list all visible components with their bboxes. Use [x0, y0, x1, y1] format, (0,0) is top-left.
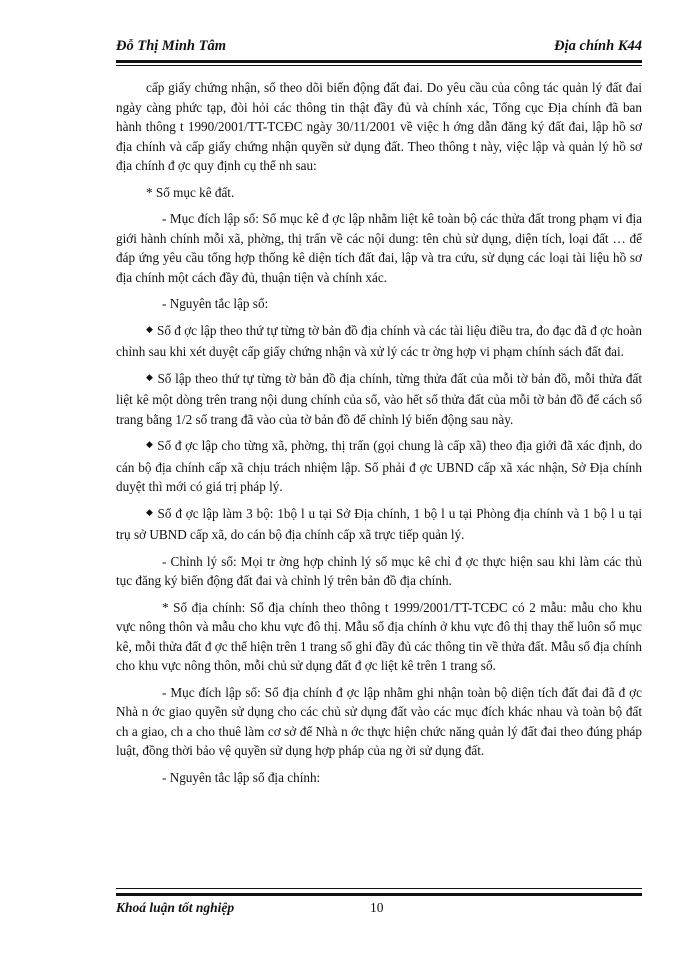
diamond-bullet-icon: ◆ — [146, 506, 154, 517]
diamond-bullet-icon: ◆ — [146, 323, 153, 334]
header-rule-thin — [116, 65, 642, 66]
diamond-bullet-icon: ◆ — [146, 371, 154, 382]
subheading: - Nguyên tắc lập sổ: — [162, 296, 269, 311]
header-rule-thick — [116, 60, 642, 63]
header-class: Địa chính K44 — [554, 38, 642, 54]
diamond-bullet-icon: ◆ — [146, 439, 154, 449]
header-author: Đỗ Thị Minh Tâm — [116, 38, 226, 54]
paragraph: - Chỉnh lý sổ: Mọi tr ờng hợp chỉnh lý sổ mục kê chỉ đ ợc thực hiện sau khi làm các thủ tục đăng ký biến động đất đai và chỉnh lý trên bản đồ địa chính. — [116, 553, 642, 588]
bullet-paragraph: ◆ Sổ lập theo thứ tự từng tờ bản đồ địa chính, từng thửa đất của mỗi tờ bản đồ, mỗi thửa đất liệt kê một dòng trên trang nội dung chính của sổ, vào hết số thửa đất của mỗi tờ bản đồ để cách số trang bằng 1/2 số trang đã vào của tờ bản đồ để chỉnh lý biến động sau này. — [116, 370, 643, 427]
footer-label: Khoá luận tốt nghiệp — [116, 900, 235, 915]
document-body — [116, 78, 642, 794]
footer-rule-thick — [116, 893, 642, 896]
paragraph: cấp giấy chứng nhận, sổ theo dõi biến động đất đai. Do yêu cầu của công tác quản lý đất đai ngày càng phức tạp, đòi hỏi các thông tin thật đầy đủ và chính xác, Tổng cục Địa chính đã ban hành thông t 1990/2001/TT-TCĐC ngày 30/11/2001 về việc h ớng dẫn đăng ký đất đai, lập hồ sơ địa chính và cấp giấy chứng nhận quyền sử dụng đất. Theo thông t này, việc lập và quản lý hồ sơ địa chính đ ợc quy định cụ thể nh sau: — [116, 80, 642, 173]
subheading: - Nguyên tắc lập sổ địa chính: — [162, 769, 321, 785]
footer-rule-thin — [116, 888, 642, 889]
bullet-paragraph: ◆ Sổ đ ợc lập cho từng xã, phờng, thị trấn (gọi chung là cấp xã) theo địa giới đã xác định, do cán bộ địa chính cấp xã chịu trách nhiệm lập. Sổ phải đ ợc UBND cấp xã xác nhận, Sở Địa chính duyệt thì mới có giá trị pháp lý. — [116, 438, 643, 494]
page-footer — [116, 900, 642, 924]
section-heading-so-dia-chinh: * Sổ địa chính: Sổ địa chính theo thông t 1999/2001/TT-TCĐC có 2 mẫu: mẫu cho khu vực nông thôn và mẫu cho khu vực đô thị. Mẫu sổ địa chính ở khu vực đô thị thay thế luôn sổ mục kê, mỗi thửa đất đ ợc thể hiện trên 1 trang sổ ghi đầy đủ các thông tin về thửa đất. Mẫu sổ địa chính cho khu vực nông thôn, mỗi chủ sử dụng đất đ ợc liệt kê trên 1 trang sổ. — [116, 599, 642, 673]
page-number: 10 — [370, 900, 384, 915]
bullet-paragraph: ◆ Sổ đ ợc lập theo thứ tự từng tờ bản đồ địa chính và các tài liệu điều tra, đo đạc đã đ ợc hoàn chỉnh sau khi xét duyệt cấp giấy chứng nhận và xử lý các tr ờng hợp vi phạm chính sách đất đai. — [116, 322, 642, 359]
section-heading-so-muc-ke: * Sổ mục kê đất. — [146, 184, 235, 200]
page-header — [116, 38, 642, 62]
paragraph: - Mục đích lập sổ: Sổ mục kê đ ợc lập nhằm liệt kê toàn bộ các thửa đất trong phạm vi địa giới hành chính mỗi xã, phờng, thị trấn về các nội dung: tên chủ sử dụng, diện tích, loại đất … để đáp ứng yêu cầu tổng hợp thống kê diện tích đất đai, lập và tra cứu, sử dụng các loại tài liệu hồ sơ địa chính một cách đầy đủ, thuận tiện và chính xác. — [116, 211, 642, 285]
paragraph: - Mục đích lập sổ: Sổ địa chính đ ợc lập nhằm ghi nhận toàn bộ diện tích đất đai đã đ ợc Nhà n ớc giao quyền sử dụng cho các chủ sử dụng đất vào các mục đích khác nhau và toàn bộ đất ch a giao, ch a cho thuê làm cơ sở để Nhà n ớc thực hiện chức năng quản lý đất đai theo đúng pháp luật, đồng thời bảo vệ quyền sử dụng hợp pháp của ng ời sử dụng đất. — [116, 684, 642, 758]
bullet-paragraph: ◆ Sổ đ ợc lập làm 3 bộ: 1bộ l u tại Sở Địa chính, 1 bộ l u tại Phòng địa chính và 1 bộ l u tại trụ sở UBND cấp xã, do cán bộ địa chính cấp xã trực tiếp quản lý. — [116, 505, 643, 542]
